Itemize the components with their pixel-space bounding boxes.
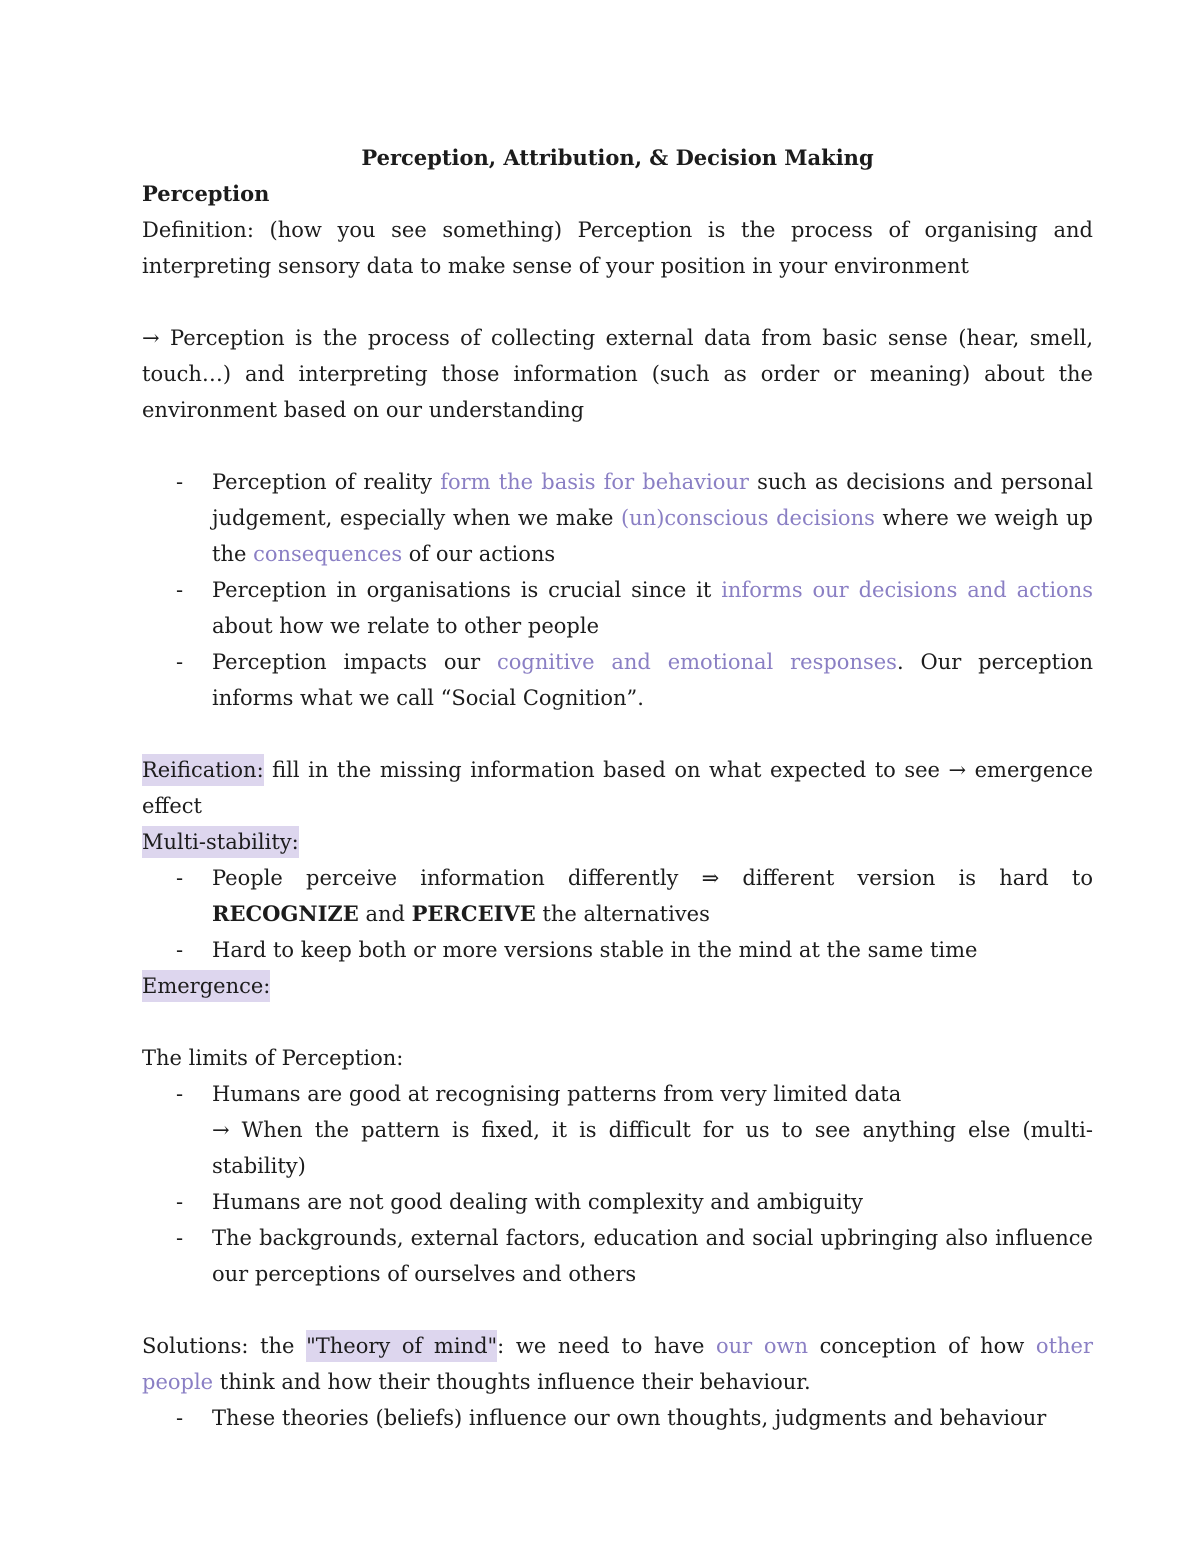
reification-paragraph: Reification: fill in the missing information based on what expected to see → emergence effect — [142, 752, 1093, 824]
arrow-paragraph: → Perception is the process of collecting external data from basic sense (hear, smell, touch…) and interpreting those information (such as order or meaning) about the environment based on our understanding — [142, 326, 1093, 422]
perception-bullet-list — [142, 464, 1093, 716]
document-page — [142, 140, 1093, 1436]
highlight-text: informs our decisions and actions — [721, 578, 1093, 602]
limits-heading: The limits of Perception: — [142, 1046, 404, 1070]
list-item: - Hard to keep both or more versions stable in the mind at the same time — [142, 932, 1093, 968]
list-item: - The backgrounds, external factors, education and social upbringing also influence our perceptions of ourselves and others — [142, 1220, 1093, 1292]
highlight-text: consequences — [253, 542, 403, 566]
spacer — [142, 284, 1093, 320]
spacer — [142, 1004, 1093, 1040]
emergence-label: Emergence: — [142, 970, 270, 1002]
highlight-text: our own — [716, 1334, 808, 1358]
list-item: - Perception in organisations is crucial since it informs our decisions and actions about how we relate to other people — [142, 572, 1093, 644]
multistability-heading — [142, 824, 1093, 860]
limits-bullet-list — [142, 1076, 1093, 1292]
list-item: - Perception of reality form the basis for behaviour such as decisions and personal judgement, especially when we make (un)conscious decisions where we weigh up the consequences of our actions — [142, 464, 1093, 572]
theory-of-mind-highlight: "Theory of mind" — [306, 1330, 497, 1362]
solutions-bullet-list — [142, 1400, 1093, 1436]
list-item: - People perceive information differently ⇒ different version is hard to RECOGNIZE and PERCEIVE the alternatives — [142, 860, 1093, 932]
highlight-text: (un)conscious decisions — [620, 506, 875, 530]
reification-label: Reification: — [142, 754, 264, 786]
multistability-bullet-list — [142, 860, 1093, 968]
list-item: - Humans are not good dealing with complexity and ambiguity — [142, 1184, 1093, 1220]
document-title: Perception, Attribution, & Decision Making — [361, 145, 874, 170]
highlight-text: cognitive and emotional responses — [496, 650, 897, 674]
spacer — [142, 716, 1093, 752]
highlight-text: other people — [142, 1334, 1093, 1394]
emergence-heading — [142, 968, 1093, 1004]
spacer — [142, 428, 1093, 464]
sub-item: → When the pattern is fixed, it is difficult for us to see anything else (multi-stability) — [212, 1118, 1093, 1178]
list-item: - These theories (beliefs) influence our own thoughts, judgments and behaviour — [142, 1400, 1093, 1436]
solutions-paragraph: Solutions: the "Theory of mind": we need to have our own conception of how other people think and how their thoughts influence their behaviour. — [142, 1328, 1093, 1400]
list-item: - Humans are good at recognising patterns from very limited data → When the pattern is fixed, it is difficult for us to see anything else (multi-stability) — [142, 1076, 1093, 1184]
list-item: - Perception impacts our cognitive and emotional responses. Our perception informs what we call “Social Cognition”. — [142, 644, 1093, 716]
multistability-label: Multi-stability: — [142, 826, 299, 858]
section-heading-perception: Perception — [142, 181, 270, 206]
highlight-text: form the basis for behaviour — [440, 470, 749, 494]
spacer — [142, 1292, 1093, 1328]
definition-paragraph: Definition: (how you see something) Perception is the process of organising and interpreting sensory data to make sense of your position in your environment — [142, 218, 1093, 278]
